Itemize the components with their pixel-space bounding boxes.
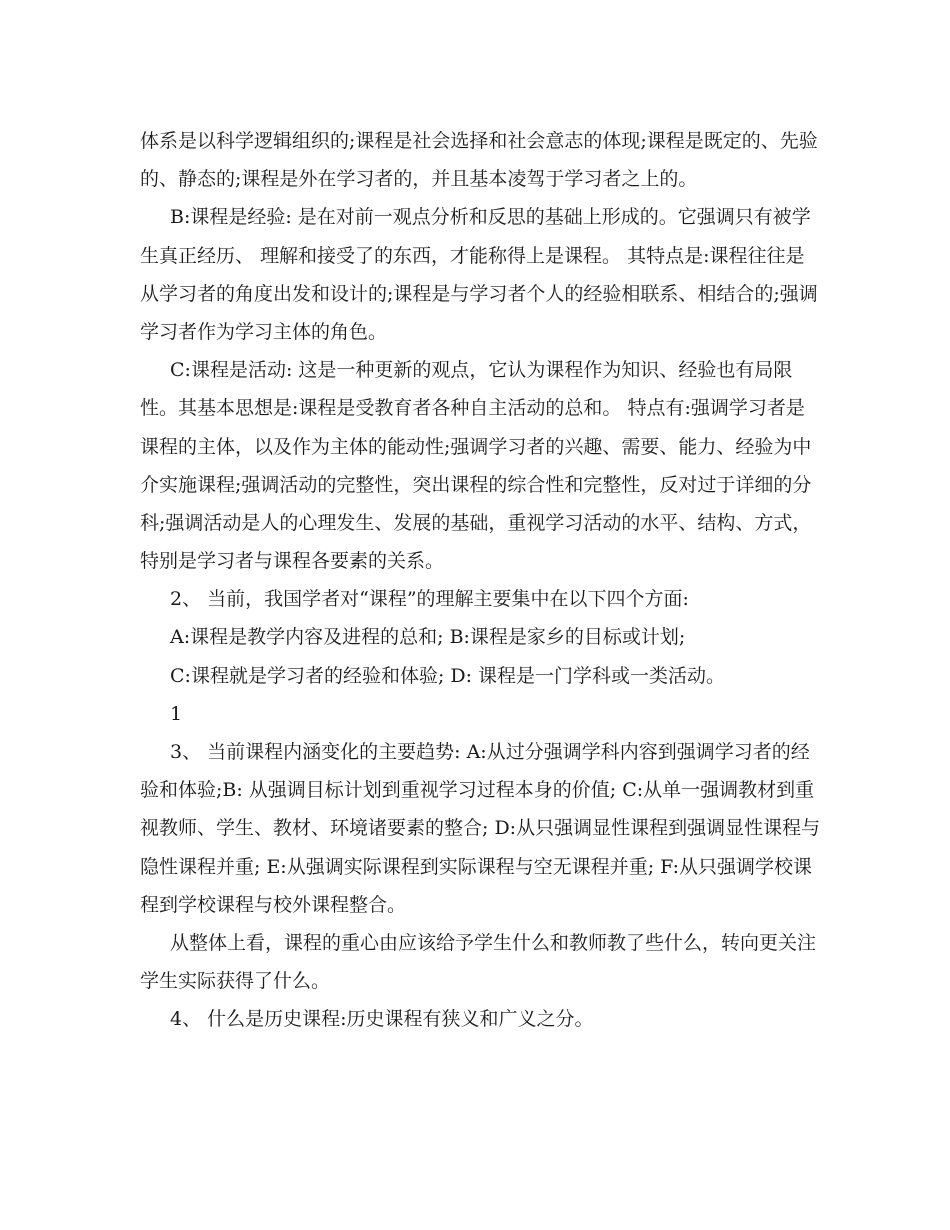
text-line: 生真正经历、 理解和接受了的东西，才能称得上是课程。 其特点是:课程往往是 — [140, 244, 805, 267]
text-line: 课程的主体，以及作为主体的能动性;强调学习者的兴趣、需要、能力、经验为中 — [140, 435, 812, 458]
text-line: 的、静态的;课程是外在学习者的，并且基本凌驾于学习者之上的。 — [140, 168, 698, 191]
text-line: 体系是以科学逻辑组织的;课程是社会选择和社会意志的体现;课程是既定的、先验 — [140, 130, 818, 152]
text-line: 3、 当前课程内涵变化的主要趋势: A:从过分强调学科内容到强调学习者的经 — [170, 741, 810, 763]
text-line: 科;强调活动是人的心理发生、发展的基础，重视学习活动的水平、结构、方式， — [140, 511, 812, 534]
text-line: 从整体上看，课程的重心由应该给予学生什么和教师教了些什么，转向更关注 — [170, 931, 817, 954]
text-line: A:课程是教学内容及进程的总和; B:课程是家乡的目标或计划; — [170, 626, 686, 649]
text-line: B:课程是经验: 是在对前一观点分析和反思的基础上形成的。它强调只有被学 — [170, 206, 811, 229]
text-line: 验和体验;B: 从强调目标计划到重视学习过程本身的价值; C:从单一强调教材到重 — [140, 779, 815, 802]
text-line: 学习者作为学习主体的角色。 — [140, 320, 388, 343]
text-line: 从学习者的角度出发和设计的;课程是与学习者个人的经验相联系、相结合的;强调 — [140, 282, 818, 305]
text-line: 程到学校课程与校外课程整合。 — [140, 893, 407, 916]
text-line: 性。其基本思想是:课程是受教育者各种自主活动的总和。 特点有:强调学习者是 — [140, 397, 805, 420]
text-line: 视教师、学生、教材、环境诸要素的整合; D:从只强调显性课程到强调显性课程与 — [140, 817, 821, 840]
text-line: 特别是学习者与课程各要素的关系。 — [140, 550, 445, 573]
text-line: 4、 什么是历史课程:历史课程有狭义和广义之分。 — [170, 1008, 594, 1031]
text-line: 2、 当前，我国学者对“课程”的理解主要集中在以下四个方面: — [170, 588, 689, 611]
text-line: 学生实际获得了什么。 — [140, 970, 331, 993]
text-line: 隐性课程并重; E:从强调实际课程到实际课程与空无课程并重; F:从只强调学校课 — [140, 855, 813, 878]
body-text — [140, 122, 820, 1039]
text-line: 介实施课程;强调活动的完整性，突出课程的综合性和完整性，反对过于详细的分 — [140, 473, 812, 496]
text-line: C:课程就是学习者的经验和体验; D: 课程是一门学科或一类活动。 — [170, 664, 726, 687]
page-number: 1 — [170, 702, 183, 725]
text-line: C:课程是活动: 这是一种更新的观点，它认为课程作为知识、经验也有局限 — [170, 359, 793, 382]
